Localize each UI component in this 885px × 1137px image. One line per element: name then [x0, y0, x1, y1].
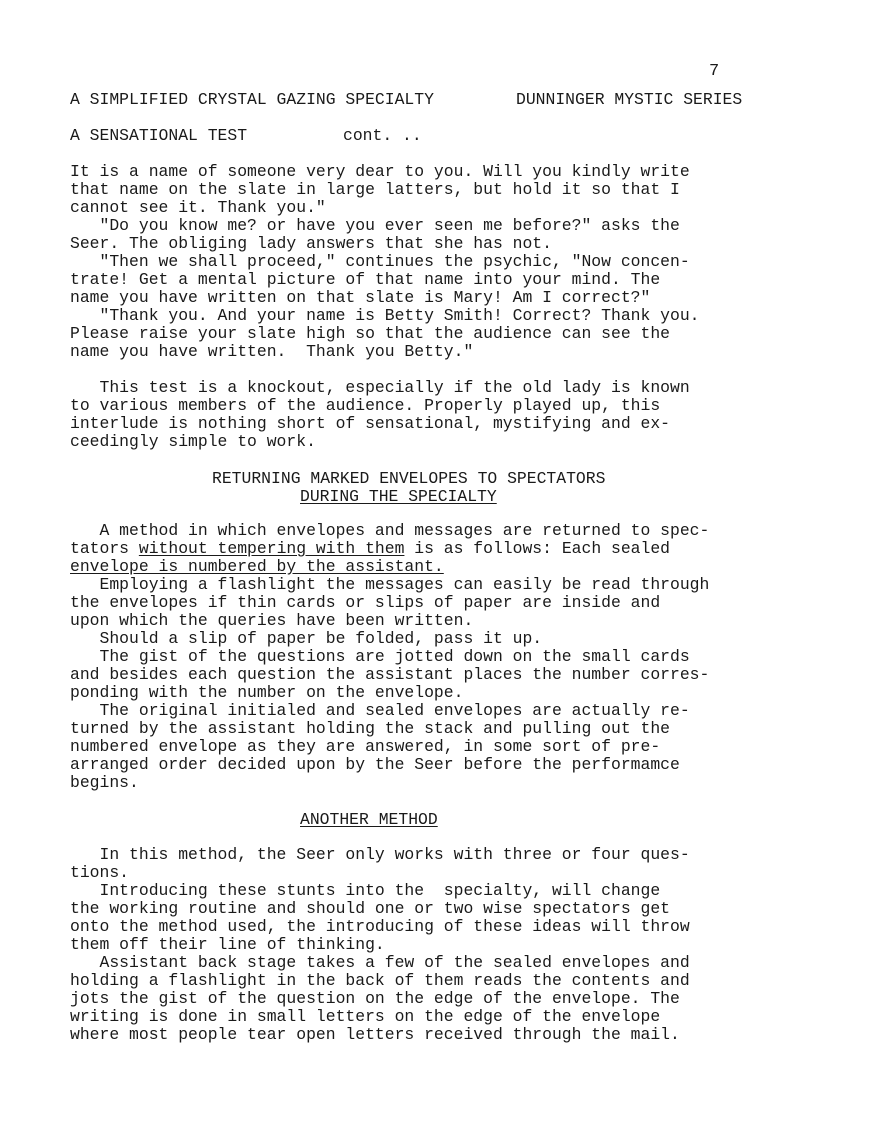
text-line: Should a slip of paper be folded, pass it up.	[70, 629, 543, 648]
text-line: "Then we shall proceed," continues the psychic, "Now concen-	[70, 252, 690, 271]
text-line: the envelopes if thin cards or slips of paper are inside and	[70, 593, 661, 612]
text-line: envelope is numbered by the assistant.	[70, 557, 444, 576]
text-line: Assistant back stage takes a few of the sealed envelopes and	[70, 953, 690, 972]
text-line: The original initialed and sealed envelopes are actually re-	[70, 701, 690, 720]
section-title: A SENSATIONAL TEST	[70, 126, 248, 145]
text-line: tions.	[70, 863, 130, 882]
header-series: DUNNINGER MYSTIC SERIES	[516, 90, 743, 109]
text-line: the working routine and should one or two wise spectators get	[70, 899, 670, 918]
text-line: In this method, the Seer only works with three or four ques-	[70, 845, 690, 864]
header-title: A SIMPLIFIED CRYSTAL GAZING SPECIALTY	[70, 90, 434, 109]
text-line: and besides each question the assistant places the number corres-	[70, 665, 710, 684]
text-line: This test is a knockout, especially if the old lady is known	[70, 378, 690, 397]
text-line: "Do you know me? or have you ever seen me before?" asks the	[70, 216, 680, 235]
text-segment: tators	[70, 539, 139, 558]
text-line: turned by the assistant holding the stack and pulling out the	[70, 719, 670, 738]
section-heading-underlined: DURING THE SPECIALTY	[300, 487, 497, 506]
text-line: them off their line of thinking.	[70, 935, 385, 954]
section-heading-underlined: ANOTHER METHOD	[300, 810, 438, 829]
section-continued: cont. ..	[343, 126, 422, 145]
text-line: It is a name of someone very dear to you. Will you kindly write	[70, 162, 690, 181]
text-line: interlude is nothing short of sensational, mystifying and ex-	[70, 414, 670, 433]
page-number: 7	[709, 62, 720, 81]
text-line: writing is done in small letters on the edge of the envelope	[70, 1007, 661, 1026]
text-line: trate! Get a mental picture of that name into your mind. The	[70, 270, 661, 289]
text-line: holding a flashlight in the back of them reads the contents and	[70, 971, 690, 990]
text-line: "Thank you. And your name is Betty Smith! Correct? Thank you.	[70, 306, 700, 325]
underlined-phrase: without tempering with them	[138, 539, 405, 558]
text-line: arranged order decided upon by the Seer before the performamce	[70, 755, 680, 774]
text-line: Employing a flashlight the messages can easily be read through	[70, 575, 710, 594]
text-line: ceedingly simple to work.	[70, 432, 316, 451]
text-line: upon which the queries have been written.	[70, 611, 474, 630]
text-line: The gist of the questions are jotted down on the small cards	[70, 647, 690, 666]
text-line: Introducing these stunts into the specialty, will change	[70, 881, 661, 900]
text-line: jots the gist of the question on the edge of the envelope. The	[70, 989, 680, 1008]
text-line: Please raise your slate high so that the audience can see the	[70, 324, 670, 343]
text-line: name you have written. Thank you Betty."	[70, 342, 474, 361]
text-line: ponding with the number on the envelope.	[70, 683, 464, 702]
text-line: cannot see it. Thank you."	[70, 198, 326, 217]
text-line	[70, 540, 670, 558]
text-line: to various members of the audience. Properly played up, this	[70, 396, 661, 415]
section-heading: RETURNING MARKED ENVELOPES TO SPECTATORS	[212, 469, 606, 488]
text-line: A method in which envelopes and messages are returned to spec-	[70, 521, 710, 540]
text-line: name you have written on that slate is Mary! Am I correct?"	[70, 288, 651, 307]
text-line: Seer. The obliging lady answers that she has not.	[70, 234, 552, 253]
text-line: where most people tear open letters received through the mail.	[70, 1025, 680, 1044]
text-line: begins.	[70, 773, 139, 792]
text-line: numbered envelope as they are answered, in some sort of pre-	[70, 737, 661, 756]
text-segment: is as follows: Each sealed	[404, 539, 671, 558]
text-line: that name on the slate in large latters, but hold it so that I	[70, 180, 680, 199]
text-line: onto the method used, the introducing of these ideas will throw	[70, 917, 690, 936]
